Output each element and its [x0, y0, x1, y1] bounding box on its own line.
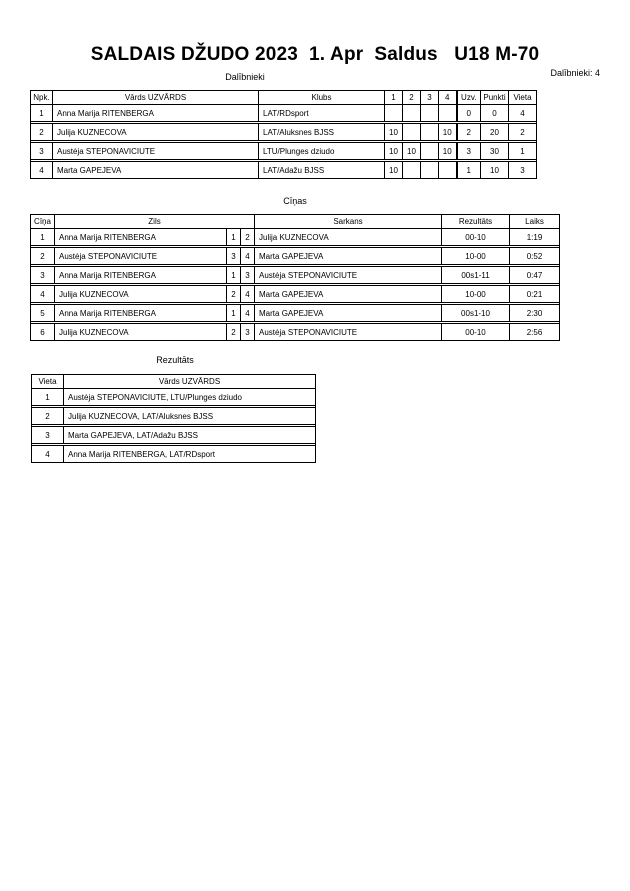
participant-round-4: 10 — [439, 143, 457, 160]
fight-blue-index: 2 — [227, 286, 241, 303]
participants-header-row — [31, 91, 537, 105]
fight-red-index: 3 — [241, 324, 255, 341]
col-points: Punkti — [481, 91, 509, 105]
fight-red-name: Marta GAPEJEVA — [255, 305, 442, 322]
participant-round-1 — [385, 105, 403, 122]
fight-red-name: Austėja STEPONAVICIUTE — [255, 267, 442, 284]
fight-number: 1 — [31, 229, 55, 246]
col-round-3: 3 — [421, 91, 439, 105]
fight-result: 10-00 — [442, 248, 510, 265]
participant-name: Julija KUZNECOVA — [53, 124, 259, 141]
fight-number: 4 — [31, 286, 55, 303]
fight-row — [31, 248, 560, 265]
result-row — [32, 446, 316, 463]
participant-points: 30 — [481, 143, 509, 160]
participant-round-1: 10 — [385, 124, 403, 141]
col-place: Vieta — [509, 91, 537, 105]
fight-blue-index: 1 — [227, 229, 241, 246]
result-entry: Anna Marija RITENBERGA, LAT/RDsport — [64, 446, 316, 463]
fight-row — [31, 286, 560, 303]
participant-npk: 1 — [31, 105, 53, 122]
fight-red-index: 4 — [241, 305, 255, 322]
participant-round-2 — [403, 105, 421, 122]
participant-wins: 2 — [457, 124, 481, 141]
participant-wins: 0 — [457, 105, 481, 122]
fight-blue-name: Anna Marija RITENBERGA — [55, 229, 227, 246]
col-round-4: 4 — [439, 91, 457, 105]
participant-round-3 — [421, 143, 439, 160]
participant-points: 0 — [481, 105, 509, 122]
fight-red-index: 4 — [241, 248, 255, 265]
participants-caption: Dalībnieki — [225, 72, 265, 82]
fight-blue-name: Julija KUZNECOVA — [55, 286, 227, 303]
fights-header-row — [31, 215, 560, 229]
fight-result: 00s1-10 — [442, 305, 510, 322]
col-name: Vārds UZVĀRDS — [53, 91, 259, 105]
fight-time: 0:52 — [510, 248, 560, 265]
fight-blue-index: 2 — [227, 324, 241, 341]
fight-result: 00-10 — [442, 229, 510, 246]
participant-round-1: 10 — [385, 162, 403, 179]
participant-name: Austėja STEPONAVICIUTE — [53, 143, 259, 160]
col-round-1: 1 — [385, 91, 403, 105]
participant-round-3 — [421, 162, 439, 179]
participant-wins: 1 — [457, 162, 481, 179]
fight-time: 0:21 — [510, 286, 560, 303]
fight-number: 5 — [31, 305, 55, 322]
participants-table — [30, 90, 537, 179]
result-place: 1 — [32, 389, 64, 406]
fight-number: 2 — [31, 248, 55, 265]
fight-time: 0:47 — [510, 267, 560, 284]
fights-table — [30, 214, 560, 341]
col-result-name: Vārds UZVĀRDS — [64, 375, 316, 389]
fight-blue-name: Austėja STEPONAVICIUTE — [55, 248, 227, 265]
fight-time: 1:19 — [510, 229, 560, 246]
result-row — [32, 389, 316, 406]
results-header-row — [32, 375, 316, 389]
fight-blue-name: Julija KUZNECOVA — [55, 324, 227, 341]
col-club: Klubs — [259, 91, 385, 105]
participant-round-4: 10 — [439, 124, 457, 141]
result-entry: Austėja STEPONAVICIUTE, LTU/Plunges dziudo — [64, 389, 316, 406]
col-npk: Npk. — [31, 91, 53, 105]
results-table — [31, 374, 316, 463]
participant-points: 20 — [481, 124, 509, 141]
participant-club: LAT/Aluksnes BJSS — [259, 124, 385, 141]
participant-round-4 — [439, 162, 457, 179]
fight-red-name: Marta GAPEJEVA — [255, 248, 442, 265]
fight-result: 00s1-11 — [442, 267, 510, 284]
fight-result: 10-00 — [442, 286, 510, 303]
fight-blue-name: Anna Marija RITENBERGA — [55, 305, 227, 322]
participant-round-2 — [403, 124, 421, 141]
participant-round-2 — [403, 162, 421, 179]
col-round-2: 2 — [403, 91, 421, 105]
fight-red-index: 4 — [241, 286, 255, 303]
col-red: Sarkans — [255, 215, 442, 229]
fight-blue-index: 1 — [227, 305, 241, 322]
col-time: Laiks — [510, 215, 560, 229]
participant-club: LTU/Plunges dziudo — [259, 143, 385, 160]
participant-points: 10 — [481, 162, 509, 179]
result-entry: Marta GAPEJEVA, LAT/Adažu BJSS — [64, 427, 316, 444]
col-wins: Uzv. — [457, 91, 481, 105]
fight-blue-index: 1 — [227, 267, 241, 284]
page-title: SALDAIS DŽUDO 2023 1. Apr Saldus U18 M-70 — [90, 44, 540, 65]
participant-place: 2 — [509, 124, 537, 141]
participant-npk: 4 — [31, 162, 53, 179]
fight-red-name: Austėja STEPONAVICIUTE — [255, 324, 442, 341]
fight-blue-name: Anna Marija RITENBERGA — [55, 267, 227, 284]
fight-red-name: Julija KUZNECOVA — [255, 229, 442, 246]
fight-result: 00-10 — [442, 324, 510, 341]
participant-name: Anna Marija RITENBERGA — [53, 105, 259, 122]
result-row — [32, 408, 316, 425]
results-caption: Rezultāts — [156, 355, 194, 365]
col-result: Rezultāts — [442, 215, 510, 229]
participant-npk: 3 — [31, 143, 53, 160]
participant-place: 3 — [509, 162, 537, 179]
participant-round-3 — [421, 105, 439, 122]
participant-name: Marta GAPEJEVA — [53, 162, 259, 179]
col-blue: Zils — [55, 215, 255, 229]
col-result-place: Vieta — [32, 375, 64, 389]
fight-row — [31, 229, 560, 246]
col-fight-no: Cīņa — [31, 215, 55, 229]
result-place: 2 — [32, 408, 64, 425]
participant-club: LAT/Adažu BJSS — [259, 162, 385, 179]
participant-club: LAT/RDsport — [259, 105, 385, 122]
participants-count: Dalībnieki: 4 — [550, 68, 600, 78]
participant-place: 4 — [509, 105, 537, 122]
fight-row — [31, 324, 560, 341]
fight-red-name: Marta GAPEJEVA — [255, 286, 442, 303]
participant-row — [31, 105, 537, 122]
fight-number: 6 — [31, 324, 55, 341]
participant-round-2: 10 — [403, 143, 421, 160]
fight-row — [31, 305, 560, 322]
participant-round-4 — [439, 105, 457, 122]
result-place: 4 — [32, 446, 64, 463]
fight-row — [31, 267, 560, 284]
fight-red-index: 2 — [241, 229, 255, 246]
result-row — [32, 427, 316, 444]
result-entry: Julija KUZNECOVA, LAT/Aluksnes BJSS — [64, 408, 316, 425]
participant-npk: 2 — [31, 124, 53, 141]
result-place: 3 — [32, 427, 64, 444]
fight-red-index: 3 — [241, 267, 255, 284]
fight-time: 2:56 — [510, 324, 560, 341]
participant-wins: 3 — [457, 143, 481, 160]
participant-place: 1 — [509, 143, 537, 160]
participant-row — [31, 124, 537, 141]
fight-number: 3 — [31, 267, 55, 284]
participant-row — [31, 162, 537, 179]
participant-round-3 — [421, 124, 439, 141]
participant-row — [31, 143, 537, 160]
fight-time: 2:30 — [510, 305, 560, 322]
fights-caption: Cīņas — [283, 196, 307, 206]
fight-blue-index: 3 — [227, 248, 241, 265]
participant-round-1: 10 — [385, 143, 403, 160]
